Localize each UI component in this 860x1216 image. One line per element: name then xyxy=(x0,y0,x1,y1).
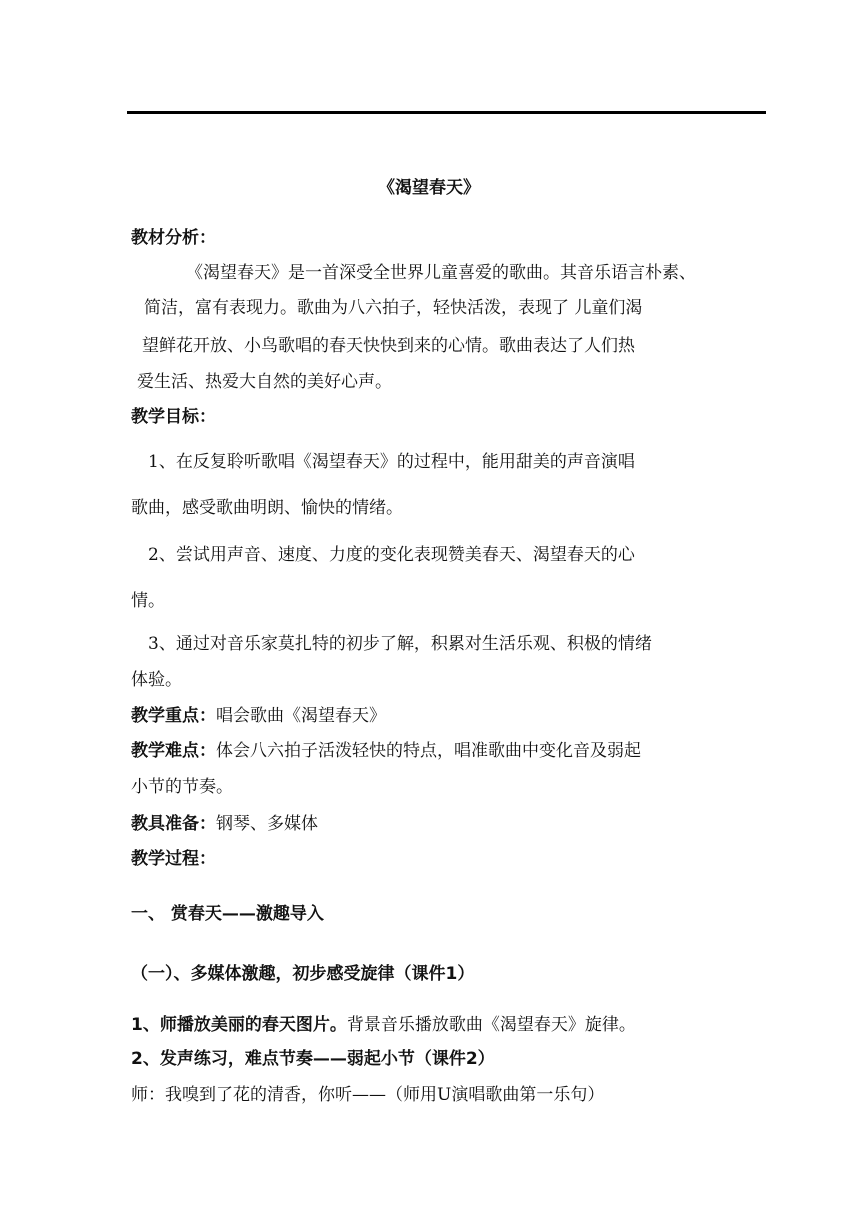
step-1 xyxy=(131,1013,636,1037)
goal-line: 情。 xyxy=(131,591,165,611)
goal-line: 2、尝试用声音、速度、力度的变化表现赞美春天、渴望春天的心 xyxy=(148,545,635,565)
difficulty-cont: 小节的节奏。 xyxy=(131,777,233,797)
step-2: 2、发声练习，难点节奏——弱起小节（课件2） xyxy=(131,1049,495,1069)
tools-text: 钢琴、多媒体 xyxy=(216,814,318,834)
analysis-heading: 教材分析： xyxy=(131,228,216,248)
analysis-line: 《渴望春天》是一首深受全世界儿童喜爱的歌曲。其音乐语言朴素、 xyxy=(186,263,696,283)
step-1-bold: 1、师播放美丽的春天图片。 xyxy=(131,1015,347,1035)
section-heading: 一、 赏春天——激趣导入 xyxy=(131,904,324,924)
tools xyxy=(131,812,318,836)
analysis-line: 简洁，富有表现力。歌曲为八六拍子，轻快活泼，表现了 儿童们渴 xyxy=(144,298,643,318)
key-point xyxy=(131,704,386,728)
process-heading: 教学过程： xyxy=(131,849,216,869)
analysis-line: 望鲜花开放、小鸟歌唱的春天快快到来的心情。歌曲表达了人们热 xyxy=(142,336,635,356)
key-point-text: 唱会歌曲《渴望春天》 xyxy=(216,706,386,726)
goal-line: 1、在反复聆听歌唱《渴望春天》的过程中，能用甜美的声音演唱 xyxy=(148,452,635,472)
difficulty-label: 教学难点： xyxy=(131,741,216,761)
tools-label: 教具准备： xyxy=(131,814,216,834)
header-rule xyxy=(127,111,766,114)
difficulty xyxy=(131,739,641,763)
goal-line: 歌曲，感受歌曲明朗、愉快的情绪。 xyxy=(131,498,403,518)
key-point-label: 教学重点： xyxy=(131,706,216,726)
goal-line: 体验。 xyxy=(131,670,182,690)
goals-heading: 教学目标： xyxy=(131,407,216,427)
teacher-line: 师：我嗅到了花的清香，你听——（师用U演唱歌曲第一乐句） xyxy=(131,1085,605,1105)
subsection-heading: （一）、多媒体激趣，初步感受旋律（课件1） xyxy=(131,964,475,984)
page-title: 《渴望春天》 xyxy=(378,178,480,198)
goal-line: 3、通过对音乐家莫扎特的初步了解，积累对生活乐观、积极的情绪 xyxy=(148,634,652,654)
analysis-line: 爱生活、热爱大自然的美好心声。 xyxy=(137,372,392,392)
step-1-text: 背景音乐播放歌曲《渴望春天》旋律。 xyxy=(346,1015,636,1035)
difficulty-text: 体会八六拍子活泼轻快的特点，唱准歌曲中变化音及弱起 xyxy=(216,741,641,761)
